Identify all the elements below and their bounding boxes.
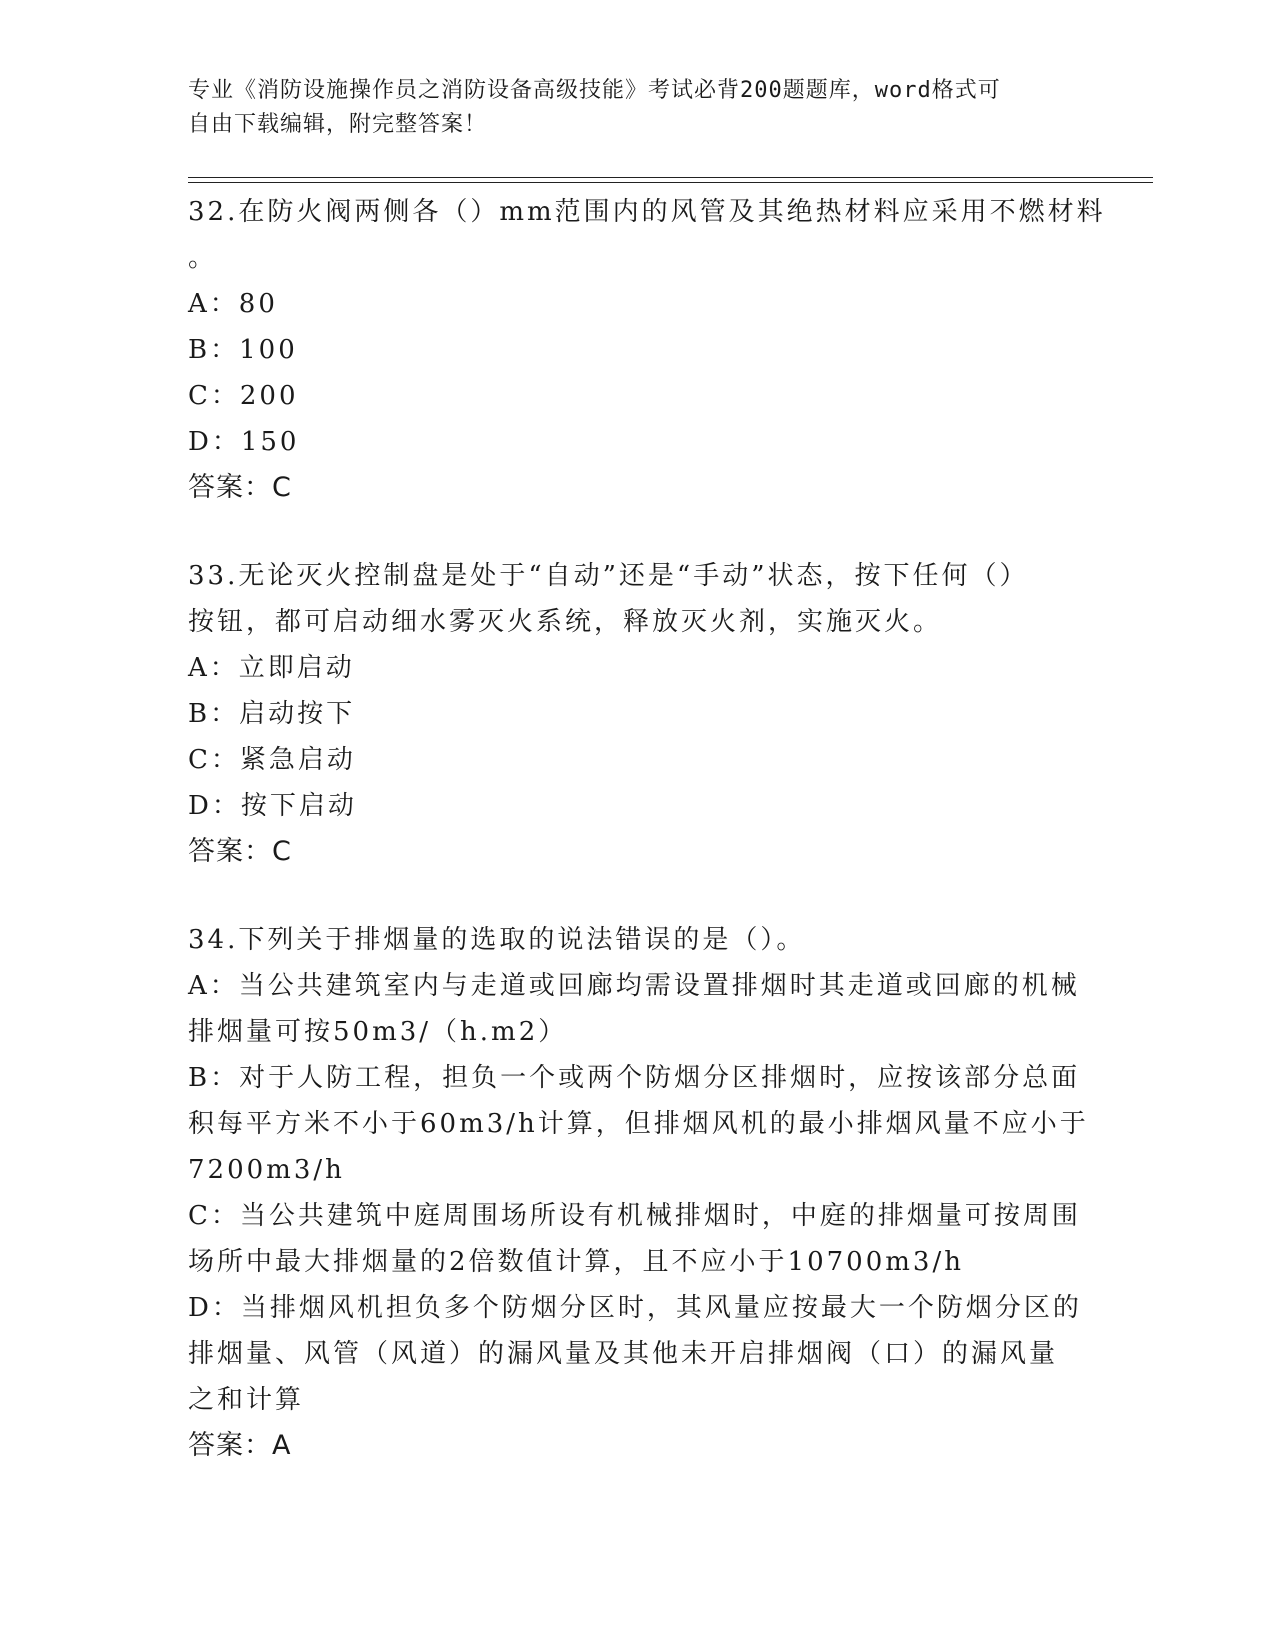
option-d (188, 783, 1088, 829)
question-text (188, 917, 1088, 963)
question-list (188, 189, 1106, 1511)
option-b (188, 327, 1088, 373)
answer-label: 答案：C (188, 472, 292, 503)
question-text (188, 189, 1106, 281)
option-d (188, 1285, 1088, 1423)
option-text: C：紧急启动 (188, 745, 356, 775)
option-text: B：100 (188, 335, 298, 365)
option-text: D：按下启动 (188, 791, 357, 821)
option-a (188, 645, 1088, 691)
question-33 (188, 553, 1088, 875)
header-divider-bottom (188, 182, 1153, 183)
document-header (188, 74, 1068, 142)
option-a (188, 963, 1088, 1055)
option-text: C：200 (188, 381, 299, 411)
question-32 (188, 189, 1106, 511)
question-text-line: 33.无论灭火控制盘是处于“自动”还是“手动”状态，按下任何（） (188, 561, 1029, 591)
answer-label: 答案：A (188, 1430, 292, 1461)
option-text-line: A：当公共建筑室内与走道或回廊均需设置排烟时其走道或回廊的机械 (188, 971, 1080, 1001)
option-text-line: 排烟量、风管（风道）的漏风量及其他未开启排烟阀（口）的漏风量 (188, 1339, 1059, 1369)
option-text-line: B：对于人防工程，担负一个或两个防烟分区排烟时，应按该部分总面 (188, 1063, 1081, 1093)
option-b (188, 691, 1088, 737)
option-c (188, 373, 1088, 419)
answer-label: 答案：C (188, 836, 292, 867)
option-text-line: 之和计算 (188, 1385, 305, 1415)
option-text: A：80 (188, 289, 278, 319)
option-a (188, 281, 1088, 327)
option-text: D：150 (188, 427, 300, 457)
header-line-1: 专业《消防设施操作员之消防设备高级技能》考试必背200题题库，word格式可 (188, 78, 1001, 103)
option-text-line: 场所中最大排烟量的2倍数值计算，且不应小于10700m3/h (188, 1247, 964, 1277)
option-text-line: 7200m3/h (188, 1155, 345, 1185)
header-line-2: 自由下载编辑，附完整答案！ (188, 112, 488, 137)
question-text-line: 32.在防火阀两侧各（）mm范围内的风管及其绝热材料应采用不燃材料 (188, 197, 1106, 227)
option-text-line: C：当公共建筑中庭周围场所设有机械排烟时，中庭的排烟量可按周围 (188, 1201, 1081, 1231)
option-c (188, 1193, 1088, 1285)
header-divider-top (188, 177, 1153, 178)
option-text-line: D：当排烟风机担负多个防烟分区时，其风量应按最大一个防烟分区的 (188, 1293, 1082, 1323)
option-text-line: 排烟量可按50m3/（h.m2） (188, 1017, 568, 1047)
question-34 (188, 917, 1088, 1469)
question-text-line: 按钮，都可启动细水雾灭火系统，释放灭火剂，实施灭火。 (188, 607, 943, 637)
option-d (188, 419, 1088, 465)
option-b (188, 1055, 1088, 1193)
option-c (188, 737, 1088, 783)
option-text: A：立即启动 (188, 653, 355, 683)
option-text: B：启动按下 (188, 699, 356, 729)
question-text-line: 。 (188, 243, 218, 273)
question-text (188, 553, 1088, 645)
option-text-line: 积每平方米不小于60m3/h计算，但排烟风机的最小排烟风量不应小于 (188, 1109, 1089, 1139)
question-text-line: 34.下列关于排烟量的选取的说法错误的是（）。 (188, 925, 806, 955)
